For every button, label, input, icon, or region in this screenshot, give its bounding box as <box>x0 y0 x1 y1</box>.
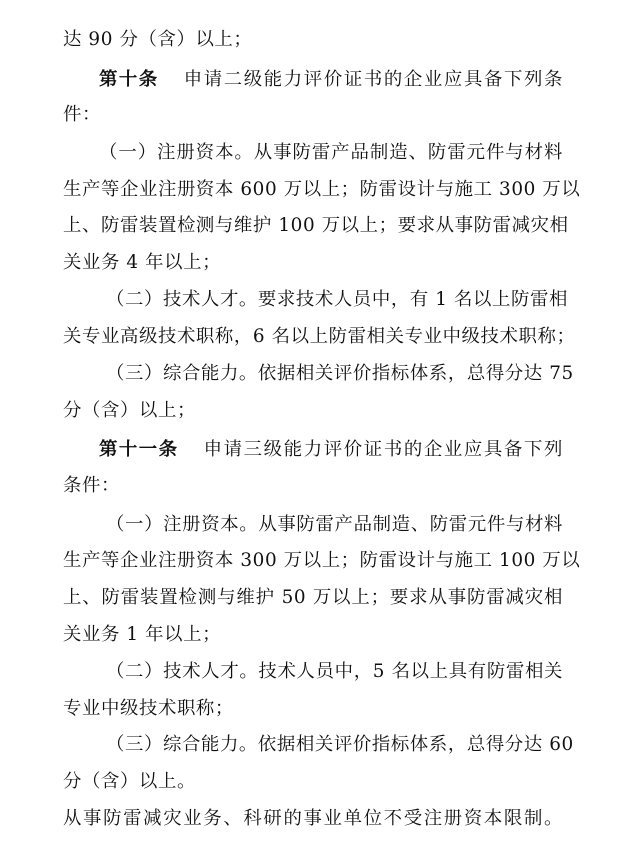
text-line: （二）技术人才。技术人员中，5 名以上具有防雷相关 <box>106 661 563 682</box>
article-10-text: 申请二级能力评价证书的企业应具备下列条 <box>182 69 563 90</box>
article-11-heading-line <box>99 432 563 468</box>
text-line: 生产等企业注册资本 600 万以上；防雷设计与施工 300 万以 <box>63 179 581 200</box>
text-line: 上、防雷装置检测与维护 50 万以上；要求从事防雷减灾相 <box>63 587 563 608</box>
text-line: 分（含）以上。 <box>63 771 196 792</box>
text-line: 关专业高级技术职称，6 名以上防雷相关专业中级技术职称； <box>63 326 576 347</box>
article-10-heading-line <box>99 62 563 98</box>
text-line: （一）注册资本。从事防雷产品制造、防雷元件与材料 <box>106 514 563 535</box>
article-11-label: 第十一条 <box>99 439 179 460</box>
text-line: 生产等企业注册资本 300 万以上；防雷设计与施工 100 万以 <box>63 550 581 571</box>
text-line: 上、防雷装置检测与维护 100 万以上；要求从事防雷减灾相 <box>63 215 569 236</box>
text-line: 分（含）以上； <box>63 400 196 421</box>
text-line: （一）注册资本。从事防雷产品制造、防雷元件与材料 <box>99 142 563 163</box>
article-11-text: 申请三级能力评价证书的企业应具备下列 <box>202 439 563 460</box>
text-line: （三）综合能力。依据相关评价指标体系，总得分达 75 <box>106 363 574 384</box>
text-line: 条件： <box>63 475 120 496</box>
text-line: （三）综合能力。依据相关评价指标体系，总得分达 60 <box>106 734 574 755</box>
text-line: （二）技术人才。要求技术人员中，有 1 名以上防雷相 <box>106 289 568 310</box>
text-line: 关业务 4 年以上； <box>63 252 222 273</box>
text-line: 从事防雷减灾业务、科研的事业单位不受注册资本限制。 <box>63 808 563 829</box>
text-line: 关业务 1 年以上； <box>63 624 222 645</box>
text-line: 专业中级技术职称； <box>63 698 234 719</box>
text-line: 达 90 分（含）以上； <box>63 29 253 50</box>
text-line: 件： <box>63 104 101 125</box>
article-10-label: 第十条 <box>99 69 159 90</box>
